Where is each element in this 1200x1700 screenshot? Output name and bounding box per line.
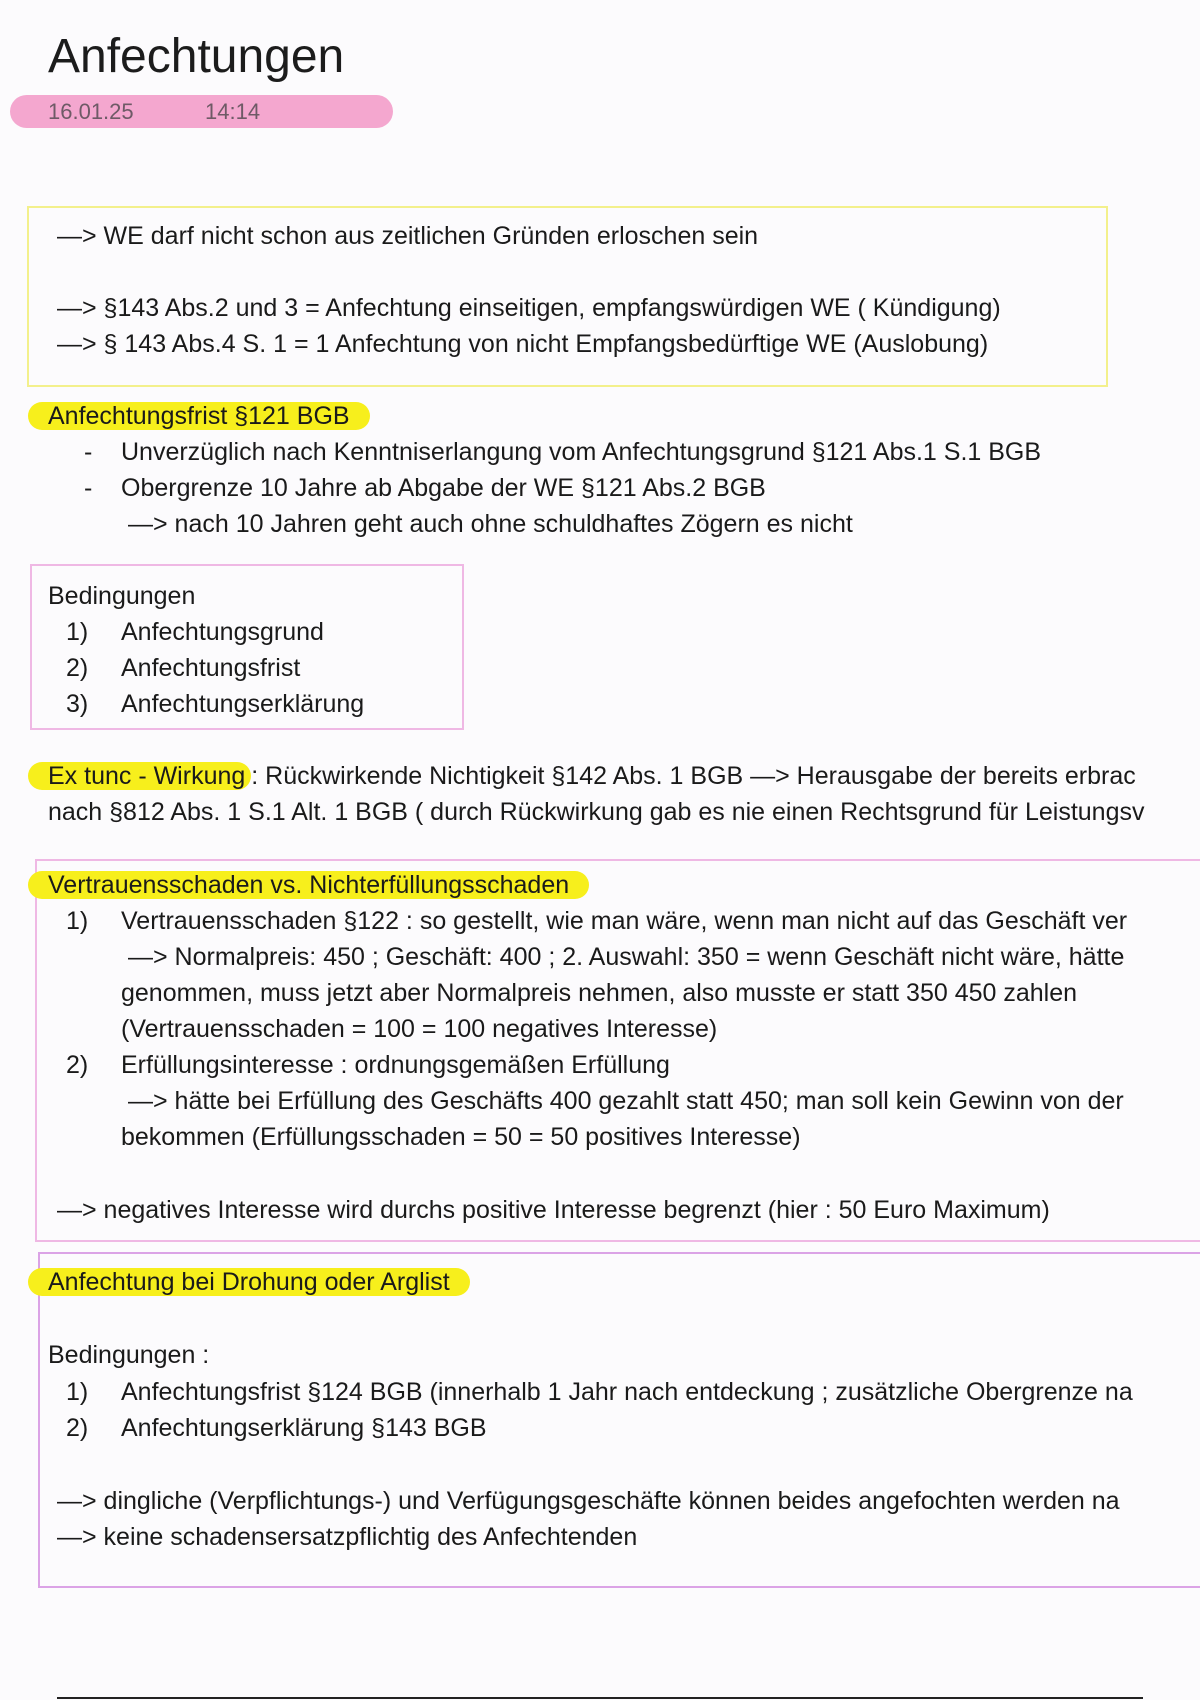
section-heading-schaden: Vertrauensschaden vs. Nichterfüllungsschaden xyxy=(48,867,589,903)
ex-tunc-line-2: nach §812 Abs. 1 S.1 Alt. 1 BGB ( durch Rückwirkung gab es nie einen Rechtsgrund für Leistungsv xyxy=(48,798,1145,826)
we-note-1: —> WE darf nicht schon aus zeitlichen Gründen erloschen sein xyxy=(57,222,759,250)
bedingung-item: Anfechtungsgrund xyxy=(121,618,324,646)
schaden-line: bekommen (Erfüllungsschaden = 50 = 50 positives Interesse) xyxy=(121,1123,801,1151)
ex-tunc-heading: Ex tunc - Wirkung xyxy=(28,762,251,790)
drohung-item: Anfechtungserklärung §143 BGB xyxy=(121,1414,487,1442)
drohung-note: —> dingliche (Verpflichtungs-) und Verfügungsgeschäfte können beides angefochten werden na xyxy=(57,1487,1120,1515)
bedingung-item: Anfechtungsfrist xyxy=(121,654,301,682)
bedingungen-heading: Bedingungen xyxy=(48,582,196,610)
frist-item-2: Obergrenze 10 Jahre ab Abgabe der WE §121 Abs.2 BGB xyxy=(121,474,766,502)
drohung-note: —> keine schadensersatzpflichtig des Anfechtenden xyxy=(57,1523,638,1551)
time-label: 14:14 xyxy=(205,99,261,124)
date-label: 16.01.25 xyxy=(48,99,134,124)
bottom-rule xyxy=(57,1697,1143,1699)
section-heading-drohung: Anfechtung bei Drohung oder Arglist xyxy=(48,1264,470,1300)
drohung-bedingungen-heading: Bedingungen : xyxy=(48,1341,210,1369)
list-number: 2) xyxy=(66,1051,89,1079)
we-note-3: —> § 143 Abs.4 S. 1 = 1 Anfechtung von nicht Empfangsbedürftige WE (Auslobung) xyxy=(57,330,989,358)
list-number: 3) xyxy=(66,690,89,718)
page-title: Anfechtungen xyxy=(48,30,345,83)
frist-item-1: Unverzüglich nach Kenntniserlangung vom Anfechtungsgrund §121 Abs.1 S.1 BGB xyxy=(121,438,1042,466)
schaden-line: Erfüllungsinteresse : ordnungsgemäßen Erfüllung xyxy=(121,1051,670,1079)
schaden-line: Vertrauensschaden §122 : so gestellt, wie man wäre, wenn man nicht auf das Geschäft ver xyxy=(121,907,1128,935)
drohung-item: Anfechtungsfrist §124 BGB (innerhalb 1 Jahr nach entdeckung ; zusätzliche Obergrenze na xyxy=(121,1378,1133,1406)
schaden-line: genommen, muss jetzt aber Normalpreis nehmen, also musste er statt 350 450 zahlen xyxy=(121,979,1078,1007)
dash-bullet: - xyxy=(84,474,93,502)
frist-note: —> nach 10 Jahren geht auch ohne schuldhaftes Zögern es nicht xyxy=(128,510,853,538)
list-number: 2) xyxy=(66,1414,89,1442)
ex-tunc-text: : Rückwirkende Nichtigkeit §142 Abs. 1 BGB —> Herausgabe der bereits erbrac xyxy=(251,762,1136,790)
list-number: 1) xyxy=(66,618,89,646)
schaden-line: —> hätte bei Erfüllung des Geschäfts 400 gezahlt statt 450; man soll kein Gewinn von der xyxy=(128,1087,1124,1115)
schaden-line: (Vertrauensschaden = 100 = 100 negatives Interesse) xyxy=(121,1015,718,1043)
list-number: 2) xyxy=(66,654,89,682)
ex-tunc-line-1 xyxy=(48,758,1136,794)
bedingung-item: Anfechtungserklärung xyxy=(121,690,365,718)
we-note-2: —> §143 Abs.2 und 3 = Anfechtung einseitigen, empfangswürdigen WE ( Kündigung) xyxy=(57,294,1001,322)
schaden-summary: —> negatives Interesse wird durchs positive Interesse begrenzt (hier : 50 Euro Maximum) xyxy=(57,1196,1050,1224)
schaden-line: —> Normalpreis: 450 ; Geschäft: 400 ; 2. Auswahl: 350 = wenn Geschäft nicht wäre, hätte xyxy=(128,943,1125,971)
section-heading-anfechtungsfrist: Anfechtungsfrist §121 BGB xyxy=(48,398,370,434)
dash-bullet: - xyxy=(84,438,93,466)
list-number: 1) xyxy=(66,907,89,935)
list-number: 1) xyxy=(66,1378,89,1406)
